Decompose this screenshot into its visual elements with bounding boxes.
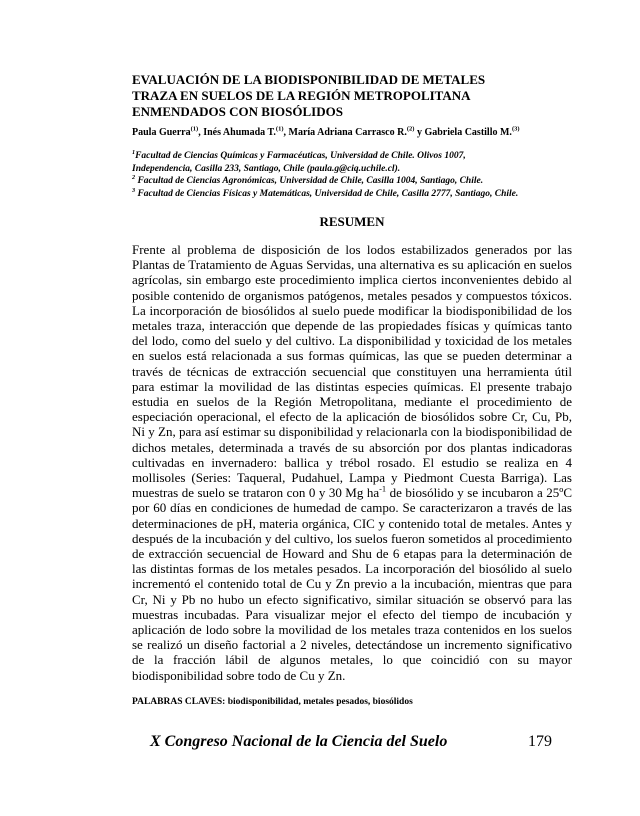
keywords: PALABRAS CLAVES: biodisponibilidad, metales pesados, biosólidos [132,697,413,707]
affiliations [132,150,592,200]
abstract-heading: RESUMEN [319,214,385,229]
author-list: Paula Guerra$^{(1)}$, Inés Ahumada T.$^{(1)}$, María Adriana Carrasco R.$^{(2)}$ y Gabriela Castillo M.$^{(3)}$ [132,125,520,138]
abstract-body: Frente al problema de disposición de los lodos estabilizados generados por las Plantas de Tratamiento de Aguas Servidas, una alternativa es su aplicación en suelos agrícolas, sin embargo este procedimiento implica ciertos inconvenientes debido al posible contenido de organismos patógenos, metales pesados y compuestos tóxicos. La incorporación de biosólidos al suelo puede modificar la biodisponibilidad de los metales traza, interacción que depende de las propiedades físicas y químicas tanto del lodo, como del suelo y del cultivo. La disponibilidad y toxicidad de los metales en suelos está relacionada a sus formas químicas, las que se pueden determinar a través de técnicas de extracción secuencial que constituyen una herramienta útil para estimar la movilidad de las distintas especies químicas. El presente trabajo estudia en suelos de la Región Metropolitana, mediante el procedimiento de especiación operacional, el efecto de la aplicación de biosólidos sobre Cr, Cu, Pb, Ni y Zn, para así estimar su disponibilidad y relacionarla con la biodisponibilidad de dichos metales, determinada a través de su absorción por dos plantas indicadoras cultivadas en invernadero: ballica y trébol rosado. El estudio se realiza en 4 mollisoles (Series: Taqueral, Pudahuel, Lampa y Piedmont Cuesta Barriga). Las muestras de suelo se trataron con 0 y 30 Mg $ha^{-1}$ de biosólido y se incubaron a 25ºC por 60 días en condiciones de humedad de campo. Se caracterizaron a través de las determinaciones de pH, materia orgánica, CIC y contenido total de metales. Antes y después de la incubación y del cultivo, los suelos fueron sometidos al procedimiento de extracción secuencial de Howard and Shu de 6 etapas para la determinación de las distintas formas de los metales pesados. La incorporación del biosólido al suelo incrementó el contenido total de Cu y Zn previo a la incubación, mientras que para Cr, Ni y Pb no hubo un efecto significativo, similar situación se observó para las muestras incubadas. Para visualizar mejor el efecto del tiempo de incubación y aplicación de lodo sobre la movilidad de los metales traza contenidos en los suelos se realizó un diseño factorial a 2 niveles, detectándose un incremento significativo de la fracción lábil de algunos metales, lo que coincidió con su mayor biodisponibilidad sobre todo de Cu y Zn. [132,242,572,683]
affiliation-line: $^1$Facultad de Ciencias Químicas y Farmacéuticas, Universidad de Chile. Olivos 1007, [132,149,466,161]
author: Inés Ahumada T.$^{(1)}$ [203,125,284,138]
author: Gabriela Castillo M.$^{(3)}$ [424,125,520,138]
footer-congress-title: X Congreso Nacional de la Ciencia del Suelo [150,733,448,750]
paper-title: EVALUACIÓN DE LA BIODISPONIBILIDAD DE METALES TRAZA EN SUELOS DE LA REGIÓN METROPOLITANA ENMENDADOS CON BIOSÓLIDOS [132,72,486,119]
page-number: 179 [528,733,552,750]
author: María Adriana Carrasco R.$^{(2)}$ [288,125,415,138]
affiliation-line: $^2$ Facultad de Ciencias Agronómicas, Universidad de Chile, Casilla 1004, Santiago, Chile. [132,174,484,186]
affiliation-line: Independencia, Casilla 233, Santiago, Chile (paula.g@ciq.uchile.cl). [132,163,401,174]
affiliation-line: $^3$ Facultad de Ciencias Físicas y Matemáticas, Universidad de Chile, Casilla 2777, Santiago, Chile. [132,187,519,199]
author: Paula Guerra$^{(1)}$ [132,125,199,138]
